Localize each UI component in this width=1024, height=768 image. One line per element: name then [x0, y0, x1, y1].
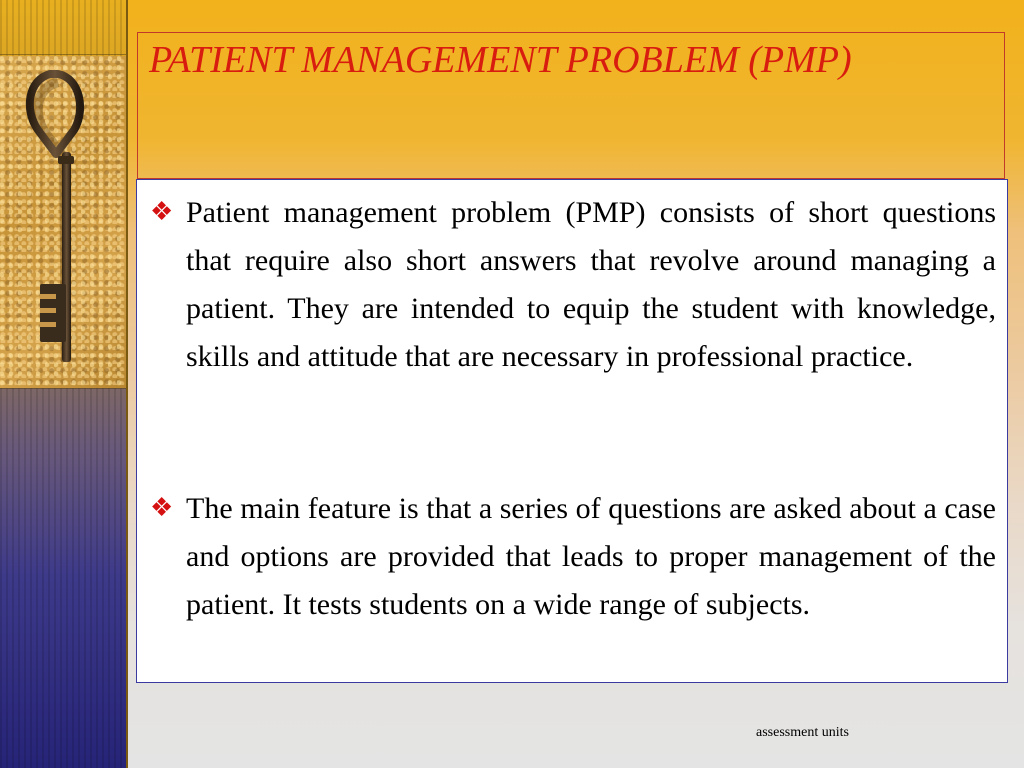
key-image: [0, 56, 128, 388]
strip-divider-line: [0, 54, 128, 55]
strip-divider-line: [0, 388, 128, 389]
bullet-text: Patient management problem (PMP) consists of short questions that require also short answers that revolve around managing a patient. They are intended to equip the student with knowledge, skills and attitude that are necessary in professional practice.: [186, 196, 996, 373]
bullet-item: [150, 188, 996, 381]
diamond-bullet-icon: ❖: [150, 493, 174, 522]
slide-footer: assessment units: [756, 725, 849, 740]
bullet-text: The main feature is that a series of questions are asked about a case and options are provided that leads to proper management of the patient. It tests students on a wide range of subjects.: [186, 492, 996, 621]
diamond-bullet-icon: ❖: [150, 197, 174, 226]
strip-border: [126, 0, 128, 768]
bullet-item: [150, 484, 996, 629]
slide-title: PATIENT MANAGEMENT PROBLEM (PMP): [149, 39, 852, 81]
key-icon: [0, 56, 128, 388]
